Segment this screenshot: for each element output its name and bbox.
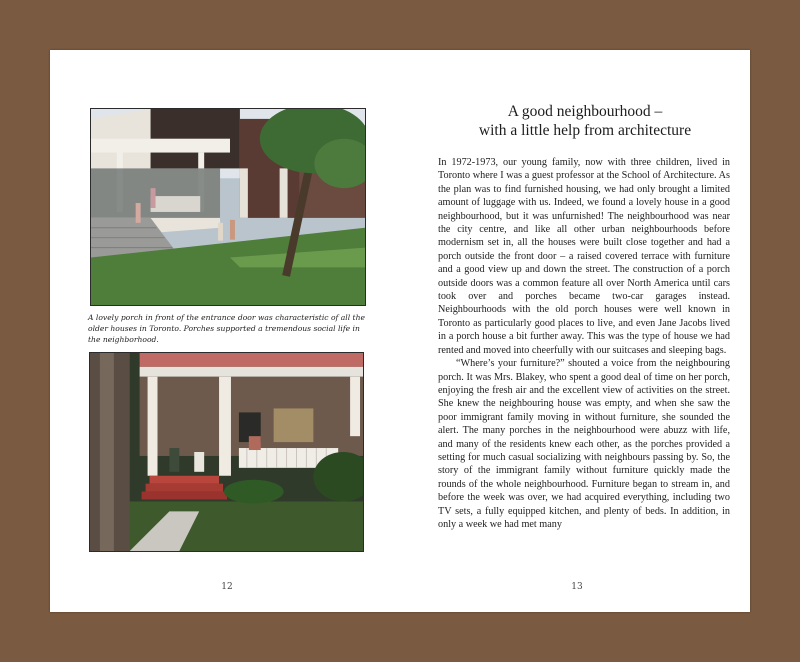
photo-caption: A lovely porch in front of the entrance door was characteristic of all the older houses in Toronto. Porches supported a tremendous social life in the neighborhood. (88, 313, 365, 344)
body-text (438, 156, 730, 531)
book-spread (50, 50, 750, 612)
porch-houses-photo (90, 108, 366, 306)
page-number-right: 13 (571, 582, 583, 592)
page-number-left: 12 (221, 582, 233, 592)
family-on-porch-photo (89, 352, 364, 552)
chapter-heading-line-1: A good neighbourhood – (507, 103, 663, 120)
chapter-heading-line-2: with a little help from architecture (478, 122, 692, 139)
paragraph: “Where’s your furniture?” shouted a voice from the neighbouring porch. It was Mrs. Blakey, who spent a good deal of time on her porch, enjoying the fresh air and the excellent view of activities on the street. She knew the neighbouring house was empty, and when she saw the poor immigrant family moving in without furniture, she sounded the alert. The many porches in the neighbourhood were abuzz with life, and many of the residents knew each other, as the porches provided a setting for much casual socializing with neighbours passing by. So, the story of the immigrant family without furniture quickly made the rounds of the whole neighbourhood. Furniture began to stream in, and before the week was over, we had acquired everything, including two TV sets, a fully equipped kitchen, and plenty of beds. In addition, in only a week we had met many (438, 358, 730, 530)
paragraph: In 1972-1973, our young family, now with three children, lived in Toronto where I was a guest professor at the School of Architecture. As the plan was to find furnished housing, we had only brought a limited amount of luggage with us. Indeed, we found a lovely house in a good neighbourhood, but it was unfurnished! The neighbourhood was near the city centre, and like all other urban neighbourhoods before modernism set in, all the houses were built close together and had a porch outside the front door – a raised covered terrace with furniture and a good view up and down the street. The construction of a porch outside doors was a common feature all over North America until cars took over and porches became two-car garages instead. Neighbourhoods with the old porch houses were well known in Toronto as particularly good places to live, and even Jane Jacobs lived in a porch house a bit further away. This was the type of house we had rented and moved into cheerfully with our suitcases and sleeping bags. (438, 157, 730, 356)
chapter-heading (440, 102, 730, 140)
right-page (400, 50, 750, 612)
left-page (50, 50, 400, 612)
